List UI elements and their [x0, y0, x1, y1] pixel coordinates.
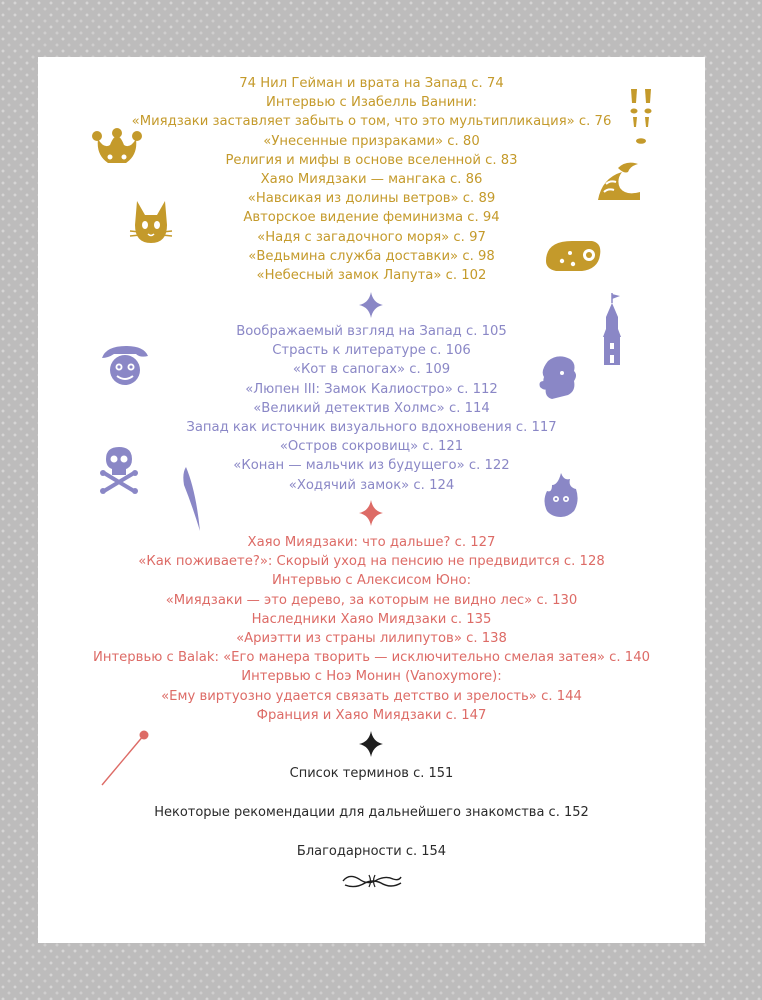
toc-entry: Страсть к литературе с. 106 — [272, 343, 471, 359]
toc-entry: Список терминов с. 151 — [289, 766, 454, 781]
toc-entry: «Ходячий замок» с. 124 — [288, 477, 455, 493]
toc-entry: «Конан — мальчик из будущего» с. 122 — [233, 458, 510, 474]
jester-hat-icon — [90, 127, 144, 167]
calcifer-flame-icon — [542, 471, 580, 519]
toc-entry: «Остров сокровищ» с. 121 — [279, 439, 464, 455]
toc-entry: «Навсикая из долины ветров» с. 89 — [247, 191, 496, 207]
toc-entry: «Миядзаки заставляет забыть о том, что это мультипликация» с. 76 — [131, 114, 612, 130]
puss-in-boots-icon — [100, 342, 150, 386]
toc-section-red — [38, 533, 705, 725]
toc-entry: «Люпен III: Замок Калиостро» с. 112 — [245, 381, 498, 397]
toc-thanks — [38, 842, 705, 861]
castle-tower-icon — [600, 293, 624, 365]
no-face-mask-icon — [628, 87, 654, 149]
toc-entry: «Надя с загадочного моря» с. 97 — [257, 229, 486, 245]
star-red-icon — [359, 500, 383, 526]
toc-entry: «Унесенные призраками» с. 80 — [263, 133, 480, 149]
toc-entry: Интервью с Balak: «Его манера творить — исключительно смелая затея» с. 140 — [93, 650, 650, 666]
toc-entry: Интервью с Ноэ Монин (Vanoxymore): — [241, 669, 502, 685]
sherlock-dog-icon — [538, 353, 580, 403]
toc-entry: «Кот в сапогах» с. 109 — [292, 362, 451, 378]
toc-entry: Религия и мифы в основе вселенной с. 83 — [225, 152, 518, 168]
toc-entry: «Ему виртуозно удается связать детство и зрелость» с. 144 — [161, 688, 582, 704]
toc-entry: «Небесный замок Лапута» с. 102 — [256, 268, 487, 284]
toc-entry: Некоторые рекомендации для дальнейшего знакомства с. 152 — [154, 805, 589, 820]
ohmu-creature-icon — [542, 235, 604, 275]
toc-entry: «Ведьмина служба доставки» с. 98 — [248, 248, 495, 264]
toc-page — [38, 57, 705, 943]
toc-entry: Интервью с Алексисом Юно: — [271, 573, 472, 589]
toc-entry: 74 Нил Гейман и врата на Запад с. 74 — [239, 76, 504, 91]
toc-entry: «Великий детектив Холмс» с. 114 — [253, 400, 490, 416]
toc-entry: Хаяо Миядзаки — мангака с. 86 — [260, 172, 483, 188]
star-purple-icon — [359, 292, 383, 318]
cat-icon — [128, 197, 174, 249]
skull-crossbones-icon — [98, 445, 140, 495]
toc-entry: Благодарности с. 154 — [296, 844, 447, 859]
toc-entry: Хаяо Миядзаки: что дальше? с. 127 — [247, 535, 496, 550]
toc-entry: Авторское видение феминизма с. 94 — [243, 210, 500, 226]
toc-entry: Интервью с Изабелль Ванини: — [266, 95, 477, 111]
flourish-ornament-icon — [339, 871, 405, 891]
toc-entry: «Миядзаки — это дерево, за которым не видно лес» с. 130 — [165, 592, 578, 608]
star-black-icon — [359, 731, 383, 757]
toc-entry: Воображаемый взгляд на Запад с. 105 — [236, 324, 507, 339]
wave-icon — [596, 160, 642, 202]
toc-entry: Франция и Хаяо Миядзаки с. 147 — [256, 707, 487, 723]
toc-entry: Наследники Хаяо Миядзаки с. 135 — [251, 611, 492, 627]
blade-icon — [180, 465, 202, 533]
needle-icon — [98, 729, 150, 789]
toc-recommendations — [38, 803, 705, 822]
toc-entry: «Ариэтти из страны лилипутов» с. 138 — [236, 631, 507, 647]
toc-entry: «Как поживаете?»: Скорый уход на пенсию не предвидится с. 128 — [138, 554, 605, 570]
toc-entry: Запад как источник визуального вдохновения с. 117 — [186, 420, 557, 436]
